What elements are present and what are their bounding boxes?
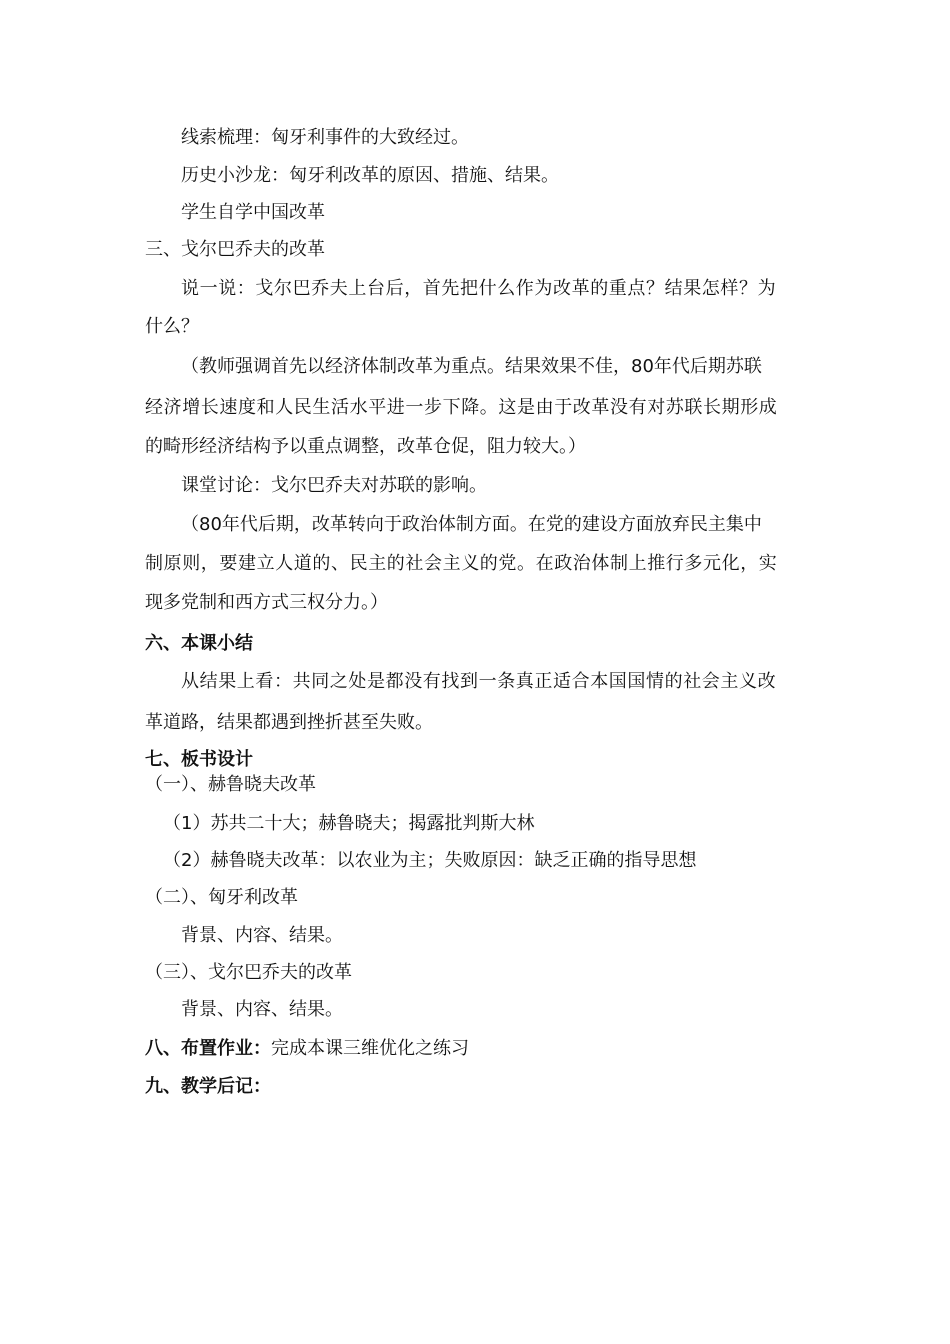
board-item-khrushchev: （一）、赫鲁晓夫改革 [145, 774, 316, 795]
board-item-gorbachev: （三）、戈尔巴乔夫的改革 [145, 962, 352, 983]
paragraph-discuss-line-2: 什么？ [145, 316, 199, 337]
board-hungary-detail: 背景、内容、结果。 [181, 925, 343, 946]
paragraph-political-reform-line-1: （80年代后期，改革转向于政治体制方面。在党的建设方面放弃民主集中 [181, 514, 762, 535]
heading-board-design: 七、板书设计 [145, 749, 253, 770]
paragraph-political-reform-line-2: 制原则，要建立人道的、民主的社会主义的党。在政治体制上推行多元化，实 [145, 553, 778, 574]
heading-lesson-summary: 六、本课小结 [145, 633, 253, 654]
heading-gorbachev-reform: 三、戈尔巴乔夫的改革 [145, 239, 325, 260]
paragraph-teacher-note-line-3: 的畸形经济结构予以重点调整，改革仓促，阻力较大。） [145, 436, 586, 457]
paragraph-summary-line-1: 从结果上看：共同之处是都没有找到一条真正适合本国国情的社会主义改 [181, 671, 777, 692]
board-item-hungary: （二）、匈牙利改革 [145, 887, 298, 908]
homework-text: 完成本课三维优化之练习 [271, 1038, 469, 1059]
paragraph-summary-line-2: 革道路，结果都遇到挫折甚至失败。 [145, 712, 433, 733]
paragraph-class-discussion: 课堂讨论：戈尔巴乔夫对苏联的影响。 [181, 475, 487, 496]
board-subitem-2: （2）赫鲁晓夫改革：以农业为主；失败原因：缺乏正确的指导思想 [163, 850, 697, 871]
paragraph-teacher-note-line-1: （教师强调首先以经济体制改革为重点。结果效果不佳，80年代后期苏联 [181, 356, 762, 377]
paragraph-political-reform-line-3: 现多党制和西方式三权分力。） [145, 592, 388, 613]
heading-homework: 八、布置作业： [145, 1038, 271, 1059]
board-subitem-1: （1）苏共二十大；赫鲁晓夫；揭露批判斯大林 [163, 813, 535, 834]
paragraph-salon: 历史小沙龙：匈牙利改革的原因、措施、结果。 [181, 165, 559, 186]
paragraph-clue: 线索梳理：匈牙利事件的大致经过。 [181, 127, 469, 148]
paragraph-self-study: 学生自学中国改革 [181, 202, 325, 223]
heading-teaching-notes: 九、教学后记： [145, 1076, 271, 1097]
homework-line [145, 1037, 469, 1061]
paragraph-teacher-note-line-2: 经济增长速度和人民生活水平进一步下降。这是由于改革没有对苏联长期形成 [145, 397, 778, 418]
board-gorbachev-detail: 背景、内容、结果。 [181, 999, 343, 1020]
paragraph-discuss-line-1: 说一说：戈尔巴乔夫上台后，首先把什么作为改革的重点？结果怎样？为 [181, 278, 777, 299]
